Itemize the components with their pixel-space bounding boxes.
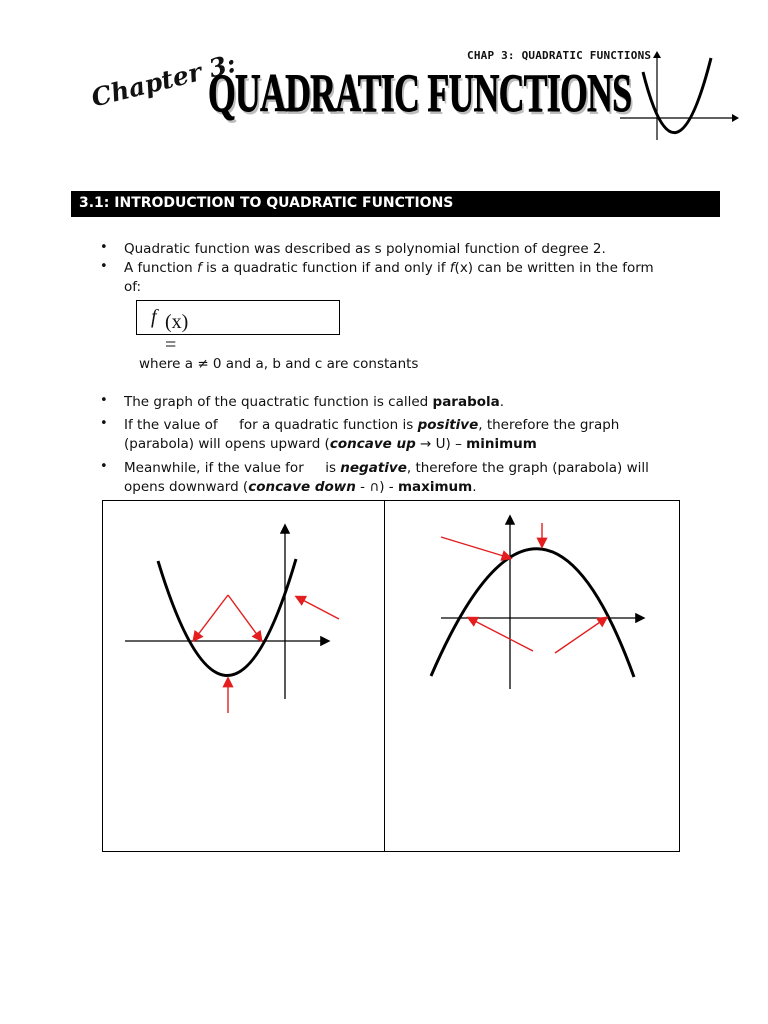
section-heading-bar — [71, 191, 720, 217]
curve-arrow — [441, 537, 510, 558]
section-heading: 3.1: INTRODUCTION TO QUADRATIC FUNCTIONS — [79, 195, 454, 211]
bullet-dot: • — [100, 459, 108, 474]
root-arrow-right — [555, 618, 606, 653]
root-arrow-right — [228, 595, 261, 640]
downward-parabola-graph — [385, 501, 679, 851]
bullet-text: If the value of for a quadratic function is positive, therefore the graph (parabola) will opens upward (concave up → U) – minimum — [124, 417, 620, 452]
formula-text: f (x) = — [151, 306, 189, 356]
chapter-script-label: Chapter 3: — [88, 48, 239, 113]
bullet-dot: • — [100, 393, 108, 408]
bullet-text: A function f is a quadratic function if and only if f(x) can be written in the form of: — [124, 260, 654, 295]
chapter-title: QUADRATIC FUNCTIONS — [208, 63, 632, 123]
formula-box — [136, 300, 340, 356]
bullet-text: Meanwhile, if the value for is negative, therefore the graph (parabola) will opens downward (concave down - ∩) - maximum. — [124, 460, 649, 495]
chapter-header-label: CHAP 3: QUADRATIC FUNCTIONS — [467, 49, 652, 62]
parabola-graphs-table — [102, 500, 680, 852]
curve-arrow — [297, 597, 339, 619]
bullet-dot: • — [100, 416, 108, 431]
bullet-text: Quadratic function was described as s polynomial function of degree 2. — [124, 241, 606, 257]
root-arrow-left — [194, 595, 228, 640]
upward-parabola-graph — [103, 501, 384, 851]
header-parabola-graphic — [615, 50, 740, 145]
parabola-curve — [431, 549, 634, 677]
bullet-dot: • — [100, 259, 108, 274]
parabola-curve — [158, 559, 296, 676]
bullet-text: The graph of the quactratic function is called parabola. — [124, 394, 505, 410]
formula-note: where a ≠ 0 and a, b and c are constants — [139, 356, 419, 372]
bullet-dot: • — [100, 240, 108, 255]
root-arrow-left — [469, 618, 533, 651]
